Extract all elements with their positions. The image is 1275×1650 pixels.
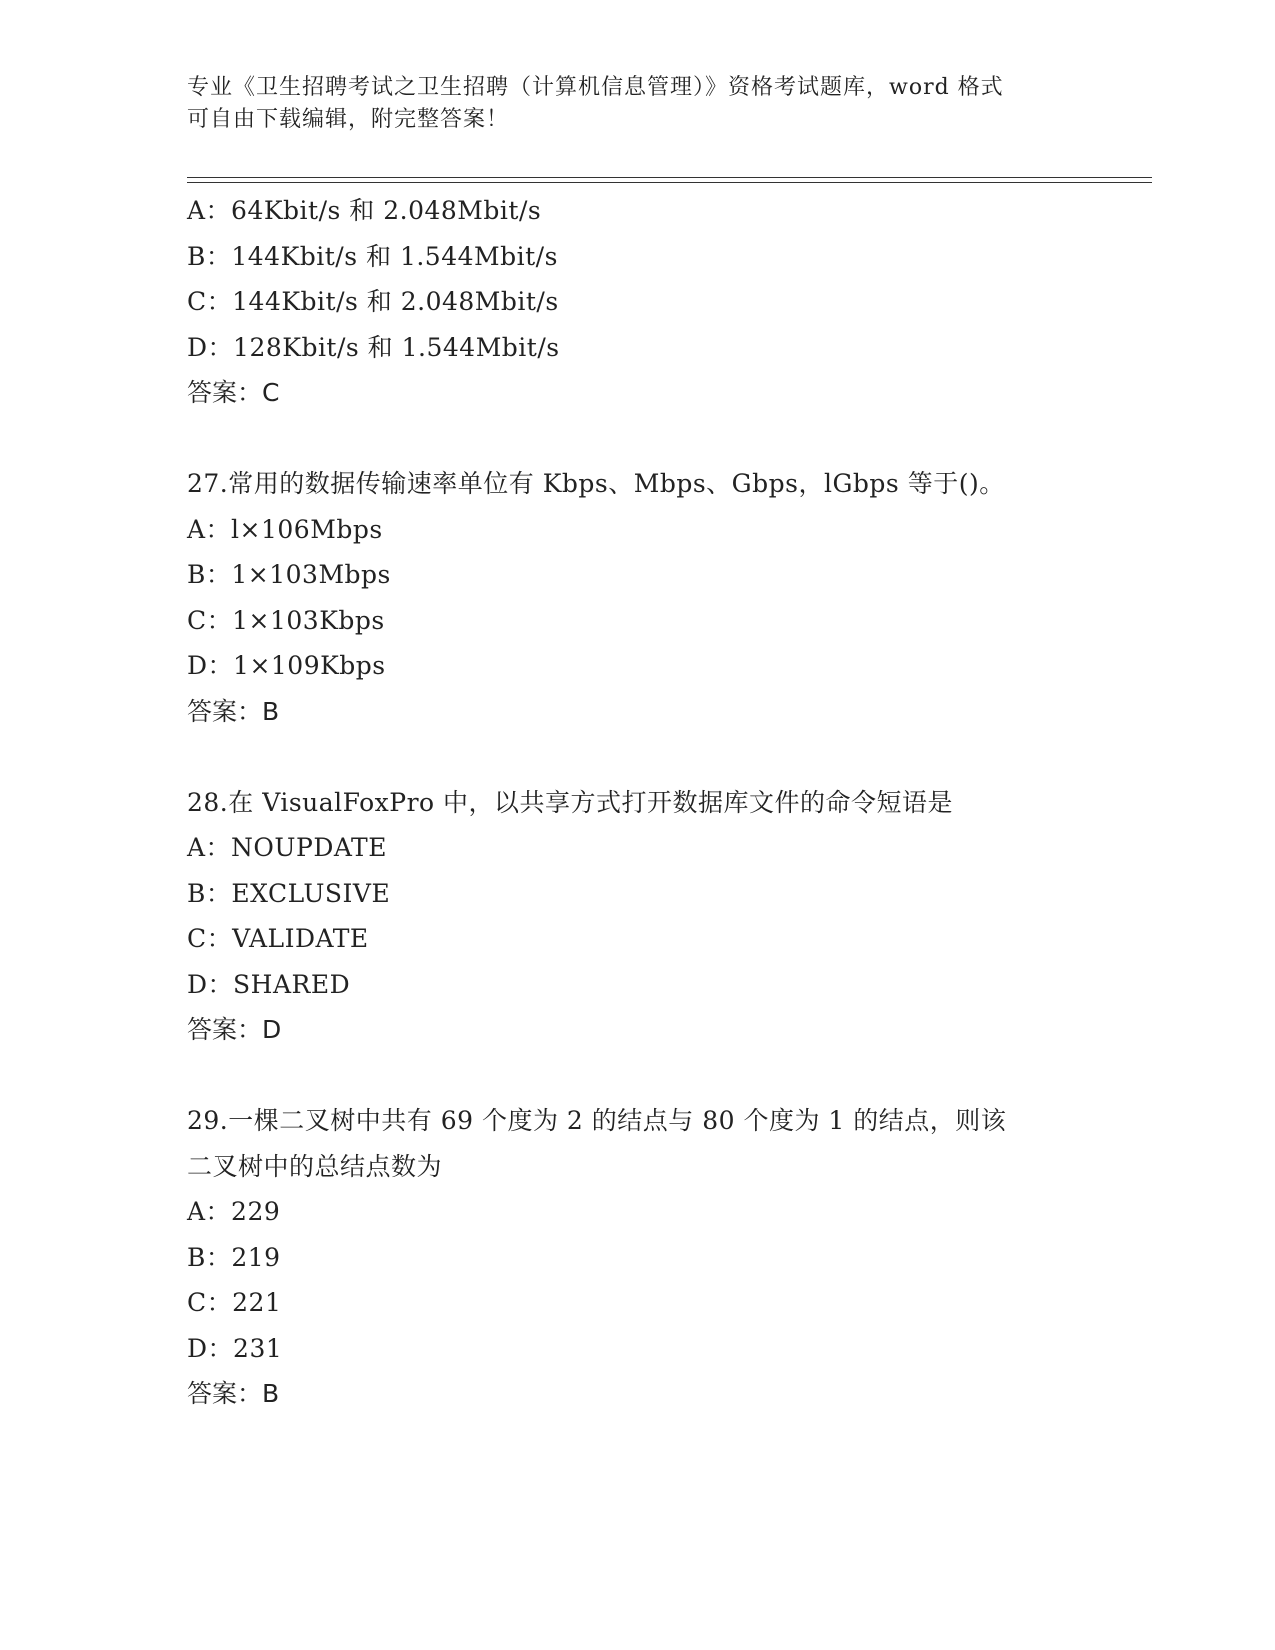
question-list	[187, 188, 1152, 1417]
question-text-line-1: 29.一棵二叉树中共有 69 个度为 2 的结点与 80 个度为 1 的结点，则该	[187, 1106, 1007, 1135]
option-c: C：1×103Kbps	[187, 605, 385, 635]
option-a: A：NOUPDATE	[187, 833, 387, 862]
header-divider-top	[187, 177, 1152, 178]
option-d: D：SHARED	[187, 969, 351, 999]
option-b: B：219	[187, 1242, 281, 1272]
question-29	[187, 1098, 1152, 1417]
question-text: 27.常用的数据传输速率单位有 Kbps、Mbps、Gbps，lGbps 等于()。	[187, 469, 1005, 498]
answer: 答案：D	[187, 1015, 282, 1044]
option-c: C：221	[187, 1288, 282, 1317]
option-a: A：229	[187, 1197, 281, 1226]
spacer	[187, 1053, 1152, 1099]
option-d: D：231	[187, 1333, 283, 1363]
header-line-1: 专业《卫生招聘考试之卫生招聘（计算机信息管理）》资格考试题库，word 格式	[187, 75, 1004, 100]
option-b: B：144Kbit/s 和 1.544Mbit/s	[187, 241, 558, 271]
question-27	[187, 461, 1152, 734]
option-d: D：1×109Kbps	[187, 651, 386, 680]
option-b: B：EXCLUSIVE	[187, 878, 391, 908]
option-a: A：l×106Mbps	[187, 514, 383, 544]
option-d: D：128Kbit/s 和 1.544Mbit/s	[187, 332, 560, 362]
spacer	[187, 416, 1152, 462]
option-a: A：64Kbit/s 和 2.048Mbit/s	[187, 196, 542, 225]
question-28	[187, 780, 1152, 1053]
document-header	[187, 72, 1087, 136]
header-divider-bottom	[187, 182, 1152, 183]
question-text: 28.在 VisualFoxPro 中，以共享方式打开数据库文件的命令短语是	[187, 787, 954, 817]
option-c: C：144Kbit/s 和 2.048Mbit/s	[187, 287, 559, 316]
answer: 答案：B	[187, 1379, 280, 1408]
question-text-line-2: 二叉树中的总结点数为	[187, 1151, 443, 1181]
question-26	[187, 188, 1152, 416]
answer: 答案：B	[187, 696, 280, 726]
spacer	[187, 734, 1152, 780]
option-c: C：VALIDATE	[187, 924, 369, 953]
header-line-2: 可自由下载编辑，附完整答案！	[187, 107, 510, 132]
answer: 答案：C	[187, 378, 280, 407]
option-b: B：1×103Mbps	[187, 560, 391, 589]
